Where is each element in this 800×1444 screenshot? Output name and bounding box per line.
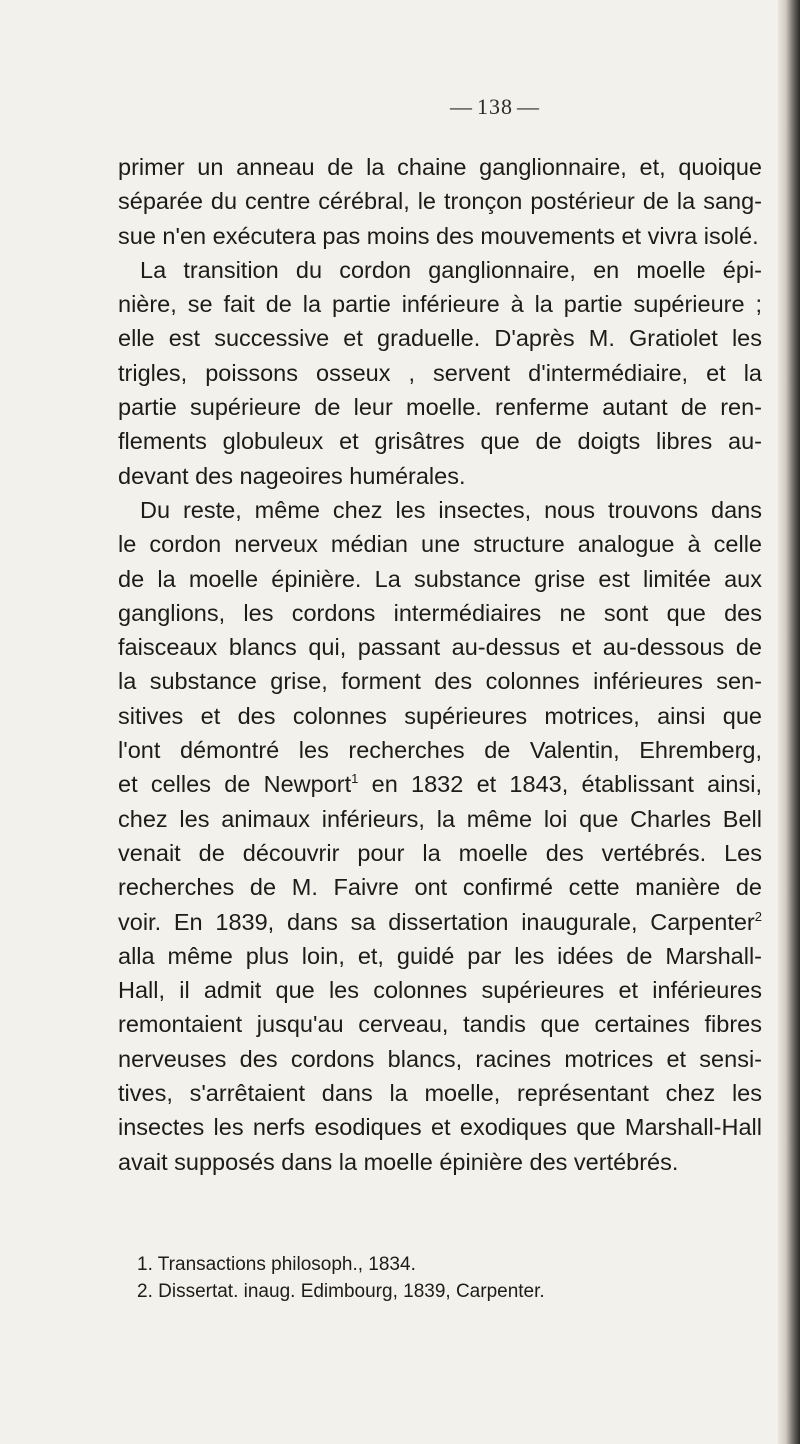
footnote-2: 2. Dissertat. inaug. Edimbourg, 1839, Carpenter. — [137, 1281, 545, 1302]
text-line: Hall, il admit que les colonnes supérieures et inférieures — [118, 977, 762, 1004]
footnotes — [137, 1251, 757, 1305]
text-line: primer un anneau de la chaine ganglionnaire, et, quoique — [118, 154, 762, 180]
footnote-1: 1. Transactions philosoph., 1834. — [137, 1254, 416, 1275]
text-line: ganglions, les cordons intermédiaires ne sont que des — [118, 599, 762, 626]
text-fragment: en 1832 et 1843, établissant ainsi, — [358, 771, 762, 798]
text-fragment: voir. En 1839, dans sa dissertation inaugurale, Carpenter — [118, 908, 755, 935]
page-edge — [778, 0, 800, 1444]
text-line: faisceaux blancs qui, passant au-dessus et au-dessous de — [118, 634, 762, 661]
text-line: Du reste, même chez les insectes, nous trouvons dans — [140, 496, 762, 523]
text-line: le cordon nerveux médian une structure analogue à celle — [118, 531, 762, 558]
text-line: partie supérieure de leur moelle. renferme autant de ren- — [118, 394, 762, 421]
text-line: venait de découvrir pour la moelle des vertébrés. Les — [118, 839, 762, 866]
text-line: la substance grise, forment des colonnes inférieures sen- — [118, 668, 762, 695]
text-line: flements globuleux et grisâtres que de doigts libres au- — [118, 428, 762, 455]
page-number-suffix: — — [517, 94, 540, 119]
text-line: tives, s'arrêtaient dans la moelle, représentant chez les — [118, 1080, 762, 1107]
footnote-ref-1: 1 — [351, 771, 359, 787]
text-line: remontaient jusqu'au cerveau, tandis que certaines fibres — [118, 1011, 762, 1038]
text-line: l'ont démontré les recherches de Valentin, Ehremberg, — [118, 737, 762, 764]
text-line: trigles, poissons osseux , servent d'intermédiaire, et la — [118, 359, 762, 386]
text-line: La transition du cordon ganglionnaire, en moelle épi- — [140, 256, 762, 283]
text-line: sitives et des colonnes supérieures motrices, ainsi que — [118, 702, 762, 729]
text-line: nière, se fait de la partie inférieure à la partie supérieure ; — [118, 291, 762, 318]
text-line: sue n'en exécutera pas moins des mouvements et vivra isolé. — [118, 222, 759, 249]
page-number-value: 138 — [477, 94, 513, 119]
text-line — [118, 767, 762, 801]
text-line: chez les animaux inférieurs, la même loi que Charles Bell — [118, 805, 762, 832]
text-line: recherches de M. Faivre ont confirmé cette manière de — [118, 874, 762, 901]
text-line: de la moelle épinière. La substance grise est limitée aux — [118, 565, 762, 592]
text-line: nerveuses des cordons blancs, racines motrices et sensi- — [118, 1045, 762, 1072]
page-number — [0, 94, 540, 120]
text-line: devant des nageoires humérales. — [118, 462, 466, 489]
text-line: séparée du centre cérébral, le tronçon postérieur de la sang- — [118, 188, 762, 215]
text-line: avait supposés dans la moelle épinière des vertébrés. — [118, 1148, 679, 1175]
body-text — [118, 150, 762, 1179]
footnote-ref-2: 2 — [754, 908, 762, 924]
text-fragment: et celles de Newport — [118, 771, 352, 798]
text-line: elle est successive et graduelle. D'après M. Gratiolet les — [118, 325, 762, 352]
page-number-prefix: — — [450, 94, 473, 119]
text-line: alla même plus loin, et, guidé par les idées de Marshall- — [118, 942, 762, 969]
text-line — [118, 905, 762, 939]
text-line: insectes les nerfs esodiques et exodiques que Marshall-Hall — [118, 1114, 762, 1141]
